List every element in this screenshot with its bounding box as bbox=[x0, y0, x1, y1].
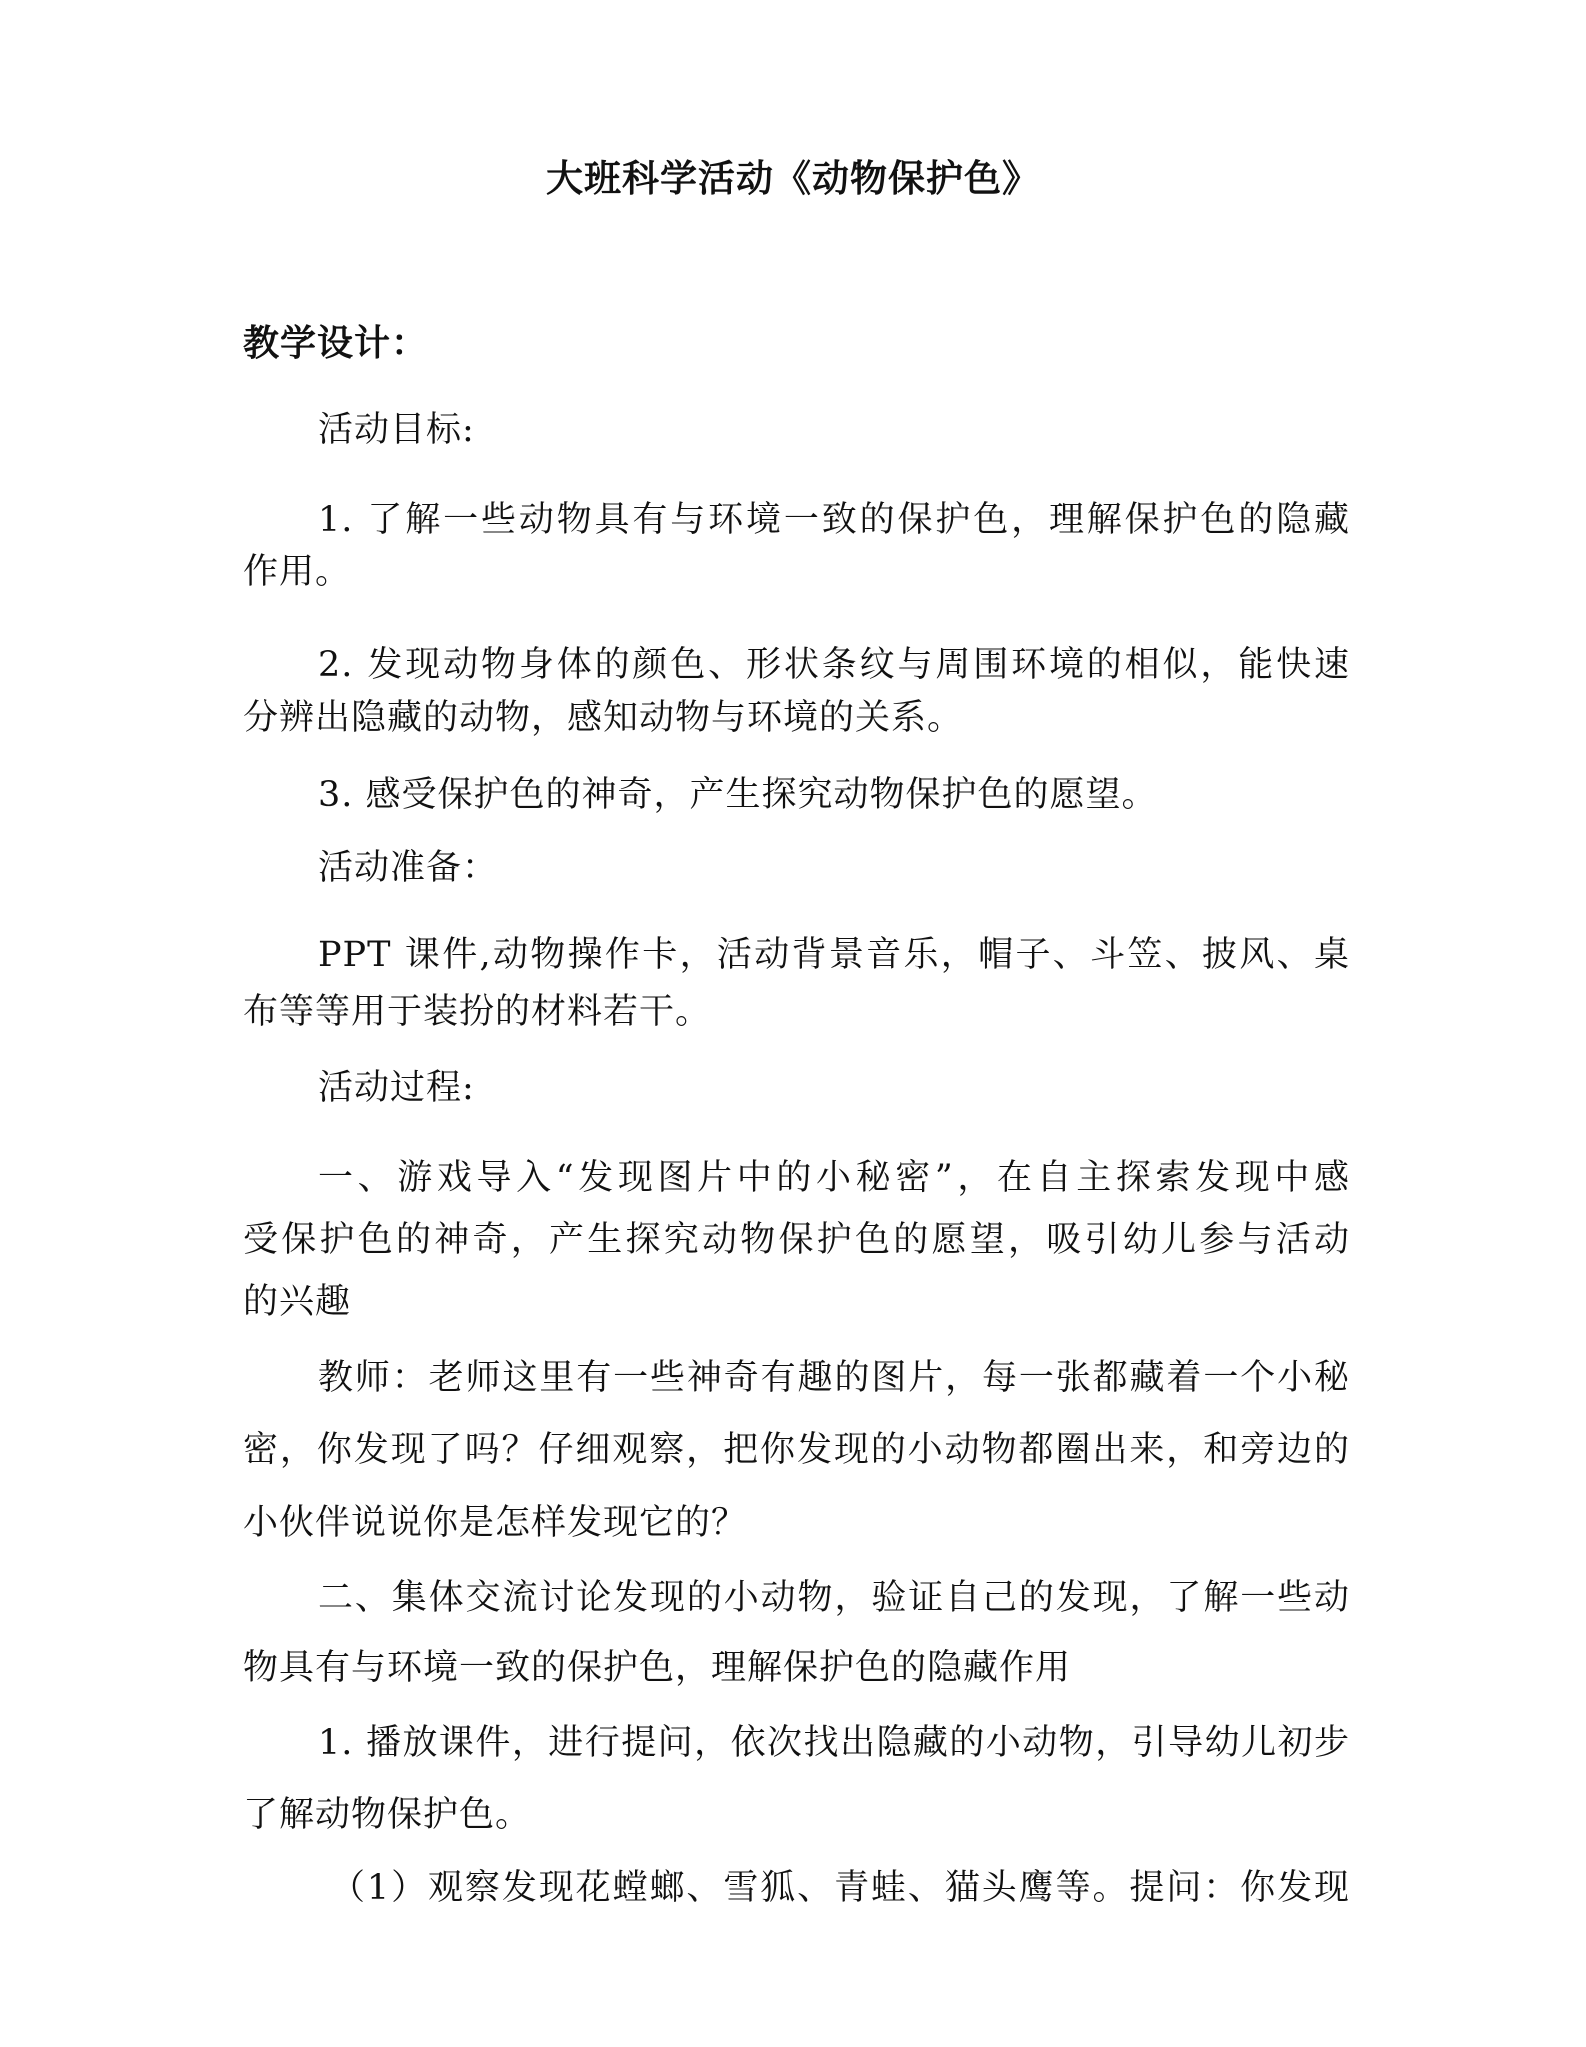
paragraph-line: 教师：老师这里有一些神奇有趣的图片，每一张都藏着一个小秘 bbox=[318, 1358, 1350, 1398]
paragraph-line: 1. 播放课件，进行提问，依次找出隐藏的小动物，引导幼儿初步 bbox=[318, 1723, 1350, 1763]
document-title: 大班科学活动《动物保护色》 bbox=[546, 156, 1040, 200]
paragraph-line: 2. 发现动物身体的颜色、形状条纹与周围环境的相似，能快速 bbox=[318, 645, 1350, 685]
paragraph-line: 活动过程: bbox=[318, 1068, 475, 1108]
paragraph-line: 1. 了解一些动物具有与环境一致的保护色，理解保护色的隐藏 bbox=[318, 500, 1350, 540]
paragraph-line: （1）观察发现花螳螂、雪狐、青蛙、猫头鹰等。提问：你发现 bbox=[330, 1868, 1350, 1908]
paragraph-line: 作用。 bbox=[243, 552, 352, 592]
paragraph-line: 了解动物保护色。 bbox=[243, 1795, 532, 1835]
section-heading: 教学设计： bbox=[243, 322, 429, 364]
paragraph-line: 的兴趣 bbox=[243, 1282, 352, 1322]
paragraph-line: 活动目标: bbox=[318, 410, 475, 450]
paragraph-line: 分辨出隐藏的动物，感知动物与环境的关系。 bbox=[243, 698, 964, 738]
paragraph-line: 一、游戏导入“发现图片中的小秘密”，在自主探索发现中感 bbox=[318, 1158, 1350, 1198]
paragraph-line: 受保护色的神奇，产生探究动物保护色的愿望，吸引幼儿参与活动 bbox=[243, 1220, 1350, 1260]
paragraph-line: 物具有与环境一致的保护色，理解保护色的隐藏作用 bbox=[243, 1648, 1072, 1688]
paragraph-line: 3. 感受保护色的神奇，产生探究动物保护色的愿望。 bbox=[318, 775, 1158, 815]
paragraph-line: 布等等用于装扮的材料若干。 bbox=[243, 992, 712, 1032]
paragraph-line: 活动准备： bbox=[318, 848, 499, 888]
paragraph-line: 二、集体交流讨论发现的小动物，验证自己的发现，了解一些动 bbox=[318, 1578, 1350, 1618]
paragraph-line: PPT 课件,动物操作卡，活动背景音乐，帽子、斗笠、披风、桌 bbox=[318, 935, 1350, 975]
paragraph-line: 密，你发现了吗？仔细观察，把你发现的小动物都圈出来，和旁边的 bbox=[243, 1430, 1350, 1470]
paragraph-line: 小伙伴说说你是怎样发现它的？ bbox=[243, 1503, 748, 1543]
